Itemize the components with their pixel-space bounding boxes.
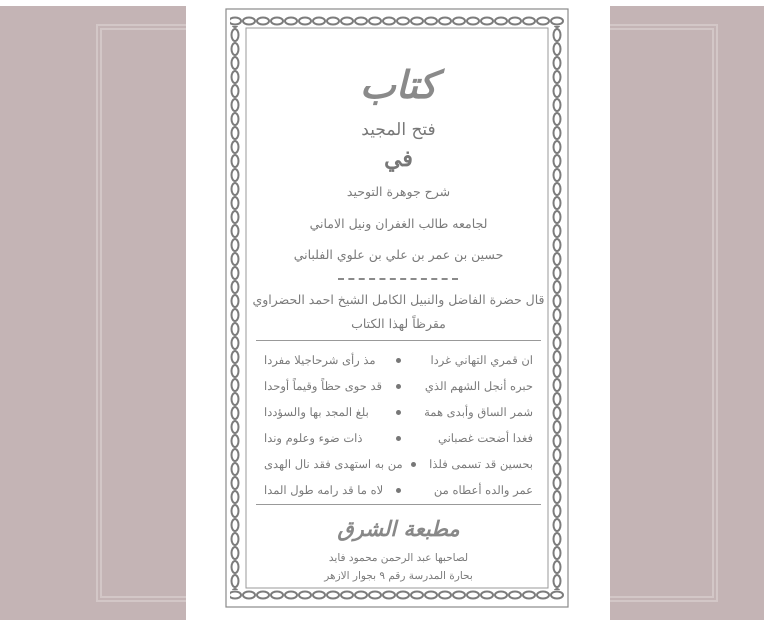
book-title-fi: في <box>384 146 413 172</box>
press-address: بحارة المدرسة رقم ٩ بجوار الازهر <box>324 570 473 582</box>
author-line: حسين بن عمر بن علي بن علوي الفلباني <box>293 247 504 262</box>
verse-row <box>264 350 533 370</box>
title-line-2: لجامعه طالب الغفران ونيل الاماني <box>309 216 488 231</box>
title-line-1: شرح جوهرة التوحيد <box>346 184 451 199</box>
verse-first-hemistich: بحسين قد تسمى فلذا <box>429 457 533 471</box>
verse-separator-dot <box>396 410 401 415</box>
section-rule-bottom <box>256 504 541 505</box>
verse-row <box>264 428 533 448</box>
verse-second-hemistich: ذات ضوء وعلوم وندا <box>264 431 363 445</box>
verse-second-hemistich: قد حوى حظاً وقيماً أوحدا <box>264 379 383 393</box>
section-rule-top <box>256 340 541 341</box>
book-title: كتاب <box>360 62 437 107</box>
verse-first-hemistich: شمر الساق وأبدى همة <box>424 405 533 419</box>
background-panel-left <box>0 6 186 620</box>
cover-content <box>246 48 551 588</box>
book-cover-page <box>186 0 610 624</box>
verse-first-hemistich: حبره أنجل الشهم الذي <box>424 379 533 393</box>
verse-row <box>264 402 533 422</box>
verse-separator-dot <box>411 462 416 467</box>
verse-separator-dot <box>396 358 401 363</box>
verse-row <box>264 454 533 474</box>
press-name: مطبعة الشرق <box>337 516 460 541</box>
verse-second-hemistich: بلغ المجد بها والسؤددا <box>264 405 369 419</box>
book-subtitle: فتح المجيد <box>361 120 436 140</box>
verse-first-hemistich: ان قمري التهاني غردا <box>430 353 533 367</box>
verse-separator-dot <box>396 488 401 493</box>
dashed-divider <box>338 278 458 280</box>
verse-second-hemistich: من به استهدى فقد نال الهدى <box>264 457 403 471</box>
background-panel-right <box>610 6 764 620</box>
verse-first-hemistich: فغدا أضحت غصباني <box>437 431 533 445</box>
verse-first-hemistich: عمر والده أعطاه من <box>433 483 533 497</box>
verse-separator-dot <box>396 384 401 389</box>
verse-second-hemistich: مذ رأى شرحاجيلا مفردا <box>264 353 376 367</box>
press-owner: لصاحبها عبد الرحمن محمود فايد <box>328 552 469 564</box>
verse-second-hemistich: لاه ما قد رامه طول المدا <box>264 483 384 497</box>
verse-row <box>264 376 533 396</box>
verse-row <box>264 480 533 500</box>
verse-separator-dot <box>396 436 401 441</box>
praise-line-1: قال حضرة الفاضل والنبيل الكامل الشيخ احمد الحضراوي <box>252 292 545 307</box>
praise-line-2: مقرظاً لهذا الكتاب <box>351 316 446 331</box>
